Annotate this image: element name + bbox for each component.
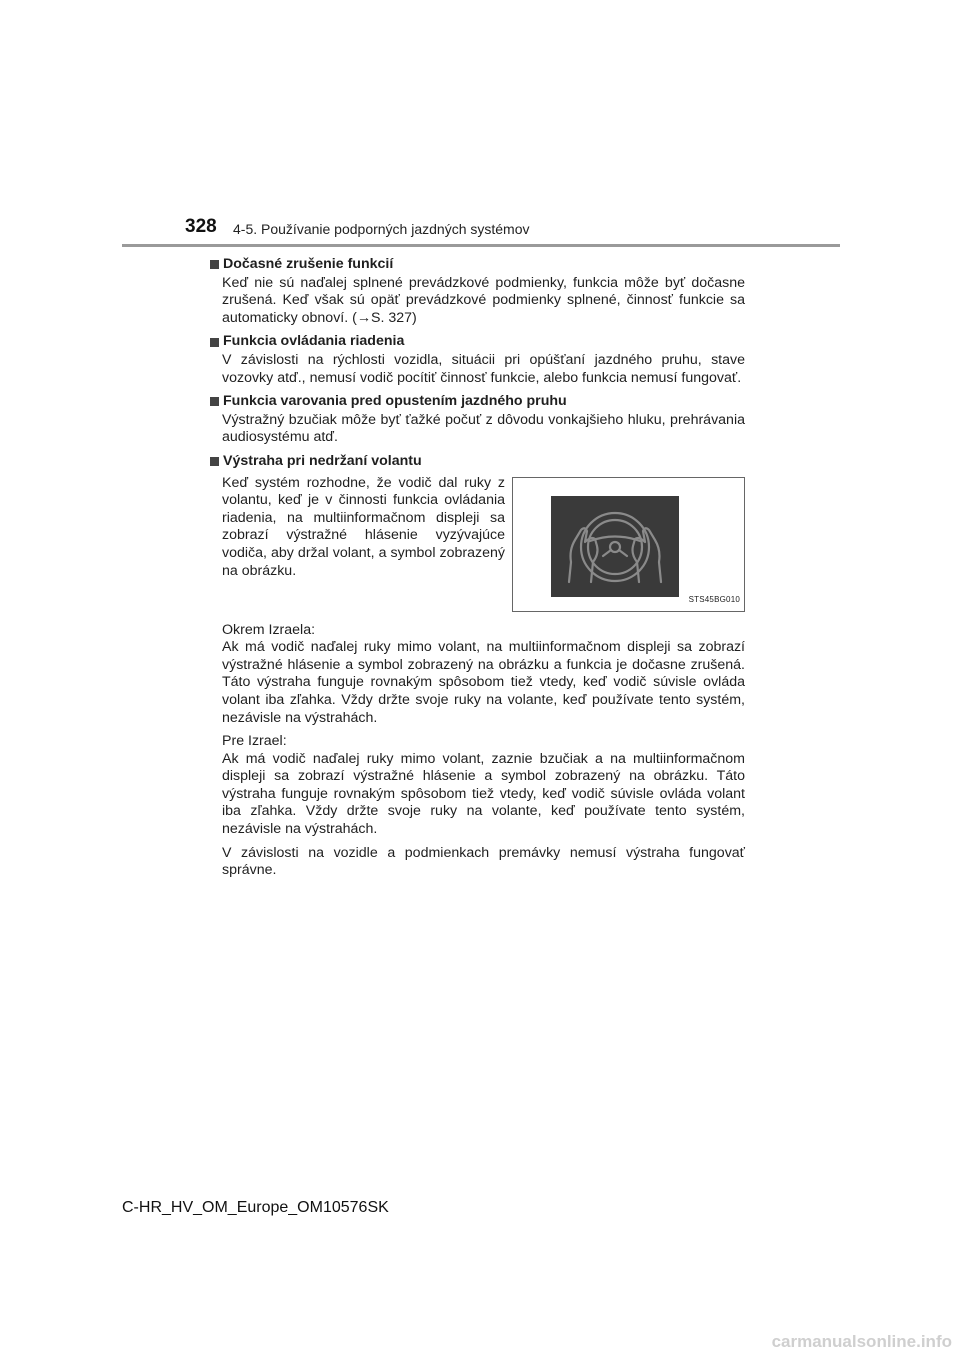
section-lane-departure-warning xyxy=(210,393,745,447)
section-title: Funkcia ovládania riadenia xyxy=(223,333,405,350)
israel-label: Pre Izrael: xyxy=(222,733,287,750)
except-israel-label: Okrem Izraela: xyxy=(222,621,316,638)
multi-information-display xyxy=(551,496,679,597)
section-body: V závislosti na rýchlosti vozidla, situácii pri opúšťaní jazdného pruhu, stave vozovky atď., nemusí vodič pocítiť činnosť funkcie, alebo funkcia nemusí fungovať. xyxy=(222,351,745,386)
hands-off-warning-block xyxy=(210,475,745,612)
section-temporary-cancel xyxy=(210,256,745,327)
figure-code: STS45BG010 xyxy=(688,594,740,604)
except-israel-paragraph xyxy=(210,622,745,728)
final-paragraph: V závislosti na vozidle a podmienkach premávky nemusí výstraha fungovať správne. xyxy=(222,844,745,879)
figure-hands-off-display xyxy=(512,477,745,612)
israel-paragraph xyxy=(210,733,745,839)
bullet-square-icon xyxy=(210,457,219,466)
israel-text: Ak má vodič naďalej ruky mimo volant, zaznie bzučiak a na multiinformačnom displeji sa zobrazí výstražné hlásenie a symbol zobrazený na obrázku. Táto výstraha funguje rovnakým spôsobom tiež vtedy, keď vodič súvisle ovláda volant iba zľahka. Vždy držte svoje ruky na volante, keď používate tento systém, nezávisle na výstrahách. xyxy=(222,750,745,838)
section-title: Dočasné zrušenie funkcií xyxy=(223,256,394,272)
steering-wheel-hands-icon xyxy=(551,496,679,597)
header-rule xyxy=(122,244,840,247)
bullet-square-icon xyxy=(210,260,219,269)
chapter-title: 4-5. Používanie podporných jazdných systémov xyxy=(233,221,530,237)
section-body: Výstražný bzučiak môže byť ťažké počuť z dôvodu vonkajšieho hluku, prehrávania audiosystému atď. xyxy=(222,411,745,446)
section-title: Funkcia varovania pred opustením jazdného pruhu xyxy=(223,393,567,410)
content xyxy=(210,256,745,886)
section-body: Keď systém rozhodne, že vodič dal ruky z volantu, keď je v činnosti funkcia ovládania riadenia, na multiinformačnom displeji sa zobrazí výstražné hlásenie vyzývajúce vodiča, aby držal volant, a symbol zobrazený na obrázku. xyxy=(222,474,505,579)
section-body: Keď nie sú naďalej splnené prevádzkové podmienky, funkcia môže byť dočasne zrušená. Keď však sú opäť prevádzkové podmienky splnené, činnosť funkcie sa automaticky obnoví. (→S. 327) xyxy=(222,274,745,326)
section-title: Výstraha pri nedržaní volantu xyxy=(223,452,422,469)
bullet-square-icon xyxy=(210,338,219,347)
section-steering-control xyxy=(210,333,745,387)
bullet-square-icon xyxy=(210,397,219,406)
except-israel-text: Ak má vodič naďalej ruky mimo volant, na multiinformačnom displeji sa zobrazí výstražné hlásenie a symbol zobrazený na obrázku a funkcia je dočasne zrušená. Táto výstraha funguje rovnakým spôsobom tiež vtedy, keď vodič súvisle ovláda volant iba zľahka. Vždy držte svoje ruky na volante, keď používate tento systém, nezávisle na výstrahách. xyxy=(222,639,745,726)
page-number: 328 xyxy=(185,216,217,237)
section-hands-off-warning xyxy=(210,453,745,471)
footer-doc-id: C-HR_HV_OM_Europe_OM10576SK xyxy=(122,1199,389,1216)
watermark: carmanualsonline.info xyxy=(771,1332,952,1351)
